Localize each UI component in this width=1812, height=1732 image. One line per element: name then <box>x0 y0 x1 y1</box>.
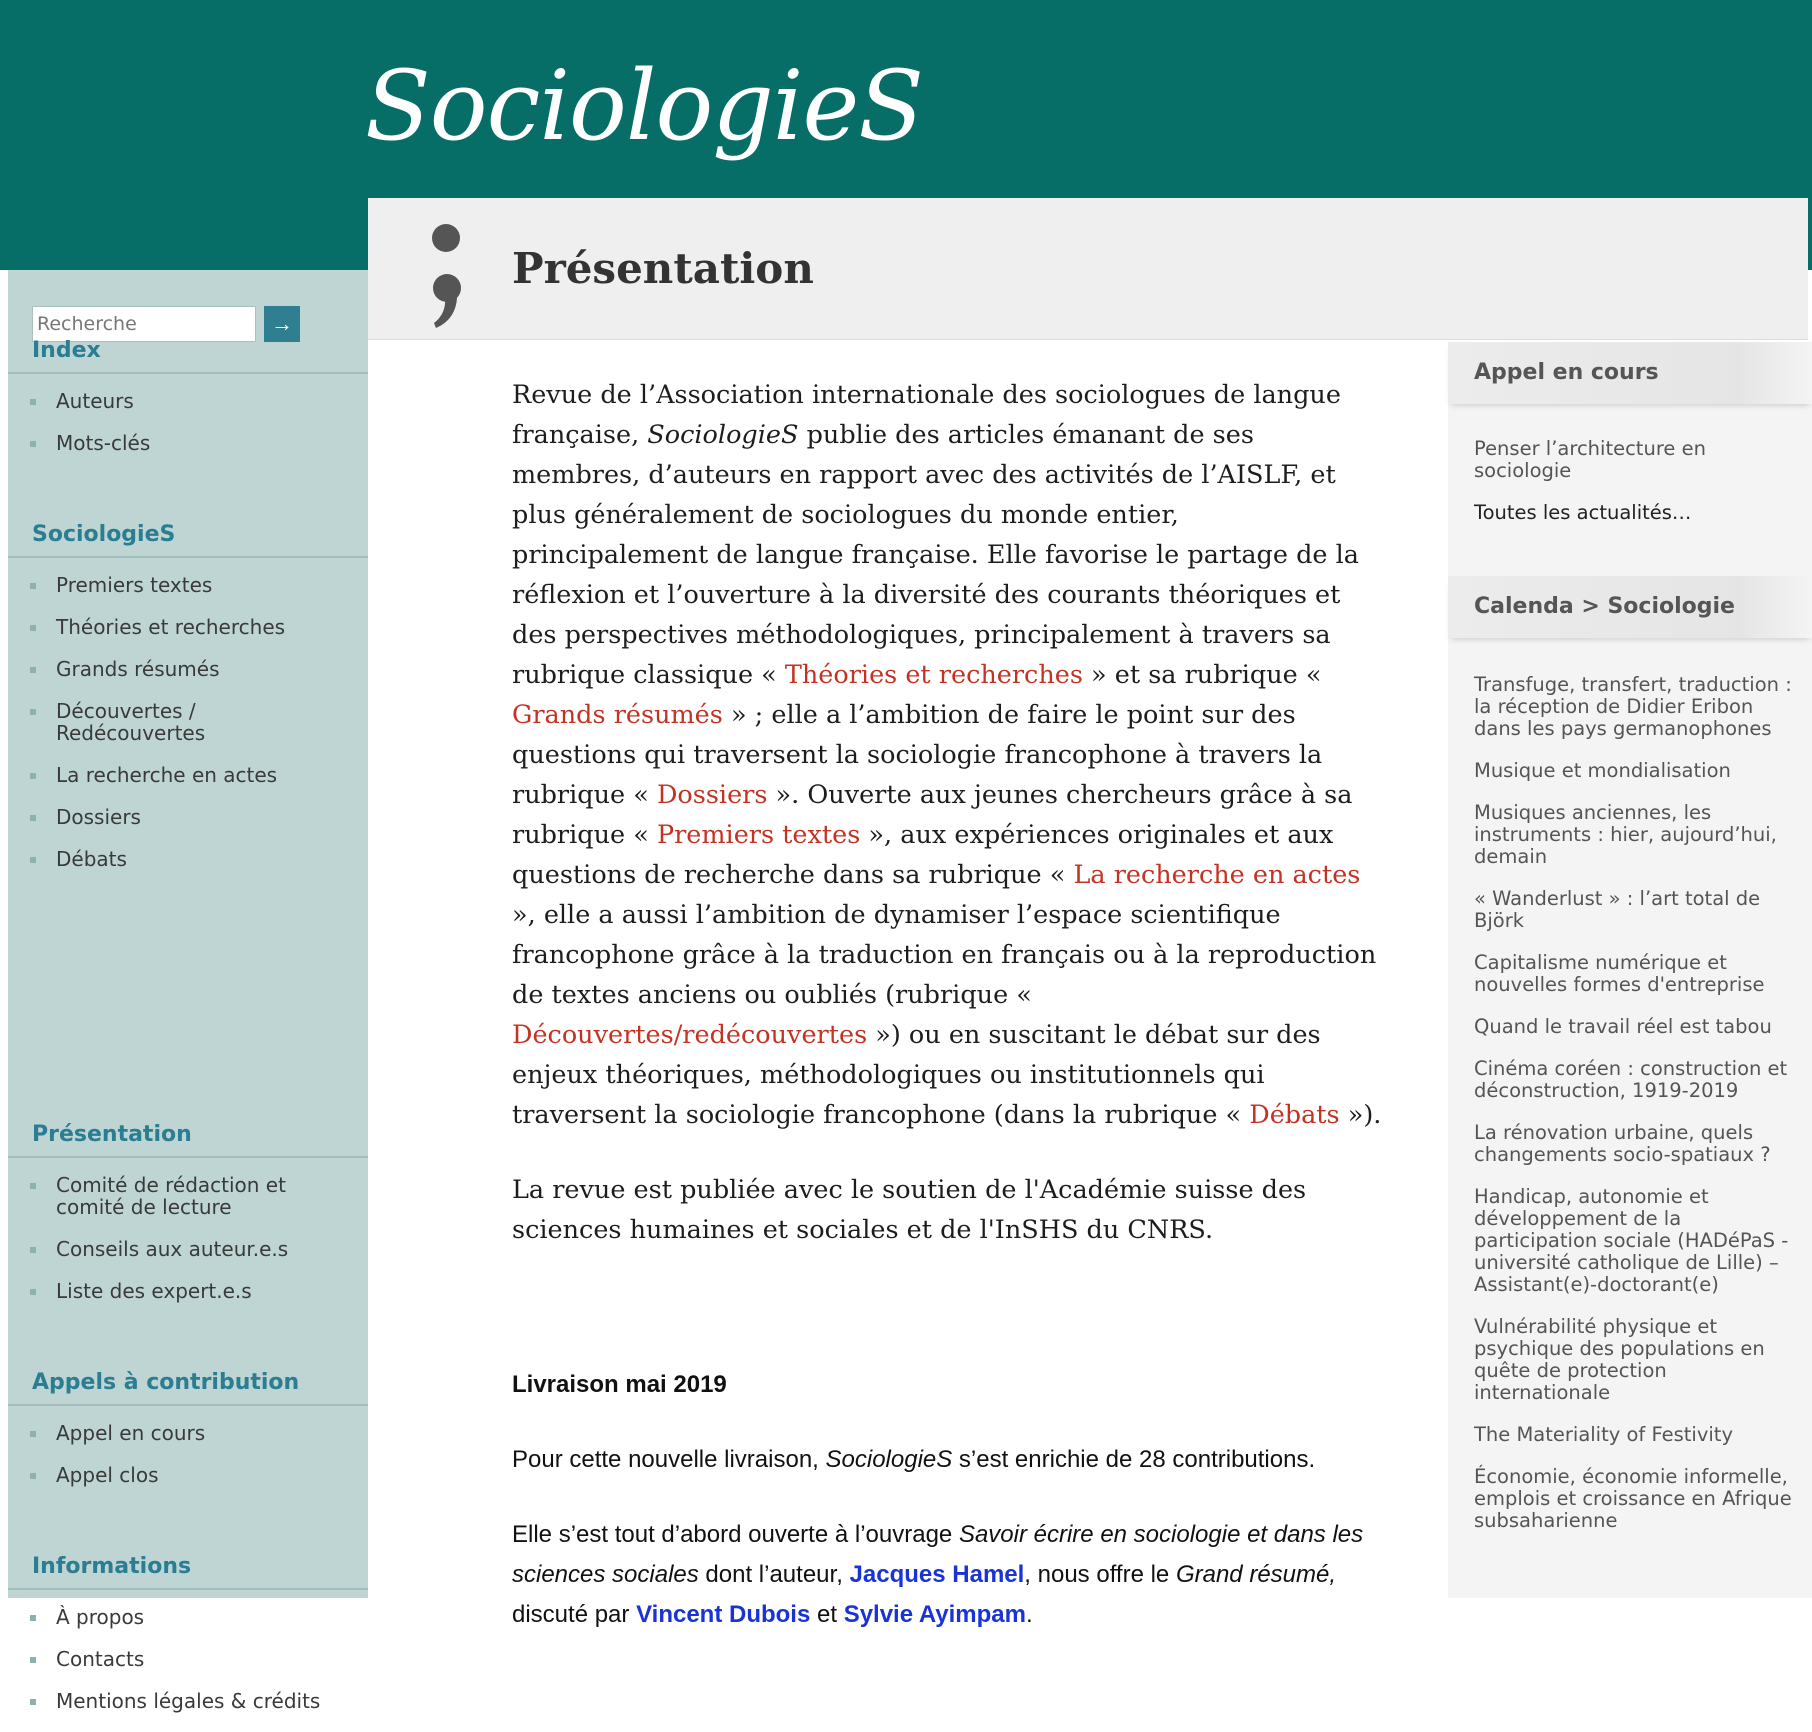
livraison-heading: Livraison mai 2019 <box>512 1371 727 1398</box>
sidebar-item-label: Débats <box>56 847 127 871</box>
sidebar-item-label: Comité de rédaction et comité de lecture <box>56 1173 286 1219</box>
sidebar-item-mots-cles[interactable] <box>8 432 368 454</box>
sidebar-heading-index[interactable]: Index <box>8 336 368 374</box>
nav-list <box>8 374 368 454</box>
livraison-text: . <box>1026 1601 1033 1628</box>
livraison-paragraph-1 <box>512 1440 1382 1480</box>
calenda-item[interactable]: Quand le travail réel est tabou <box>1474 1015 1772 1038</box>
main-content <box>512 375 1382 1635</box>
nav-list <box>8 1590 368 1712</box>
bullet-icon <box>30 625 36 631</box>
sidebar-heading-appels[interactable]: Appels à contribution <box>8 1368 368 1406</box>
sidebar-item-a-propos[interactable] <box>8 1606 368 1628</box>
bullet-icon <box>30 709 36 715</box>
page-heading-bar <box>368 198 1808 340</box>
sidebar-item-label: Découvertes / Redécouvertes <box>56 699 206 745</box>
appel-item[interactable]: Penser l’architecture en sociologie <box>1474 437 1706 482</box>
livraison-text: s’est enrichie de 28 contributions. <box>952 1446 1316 1473</box>
intro-text: » et sa rubrique « <box>1082 660 1322 690</box>
widget-title-appel: Appel en cours <box>1448 342 1812 404</box>
nav-list <box>8 1158 368 1302</box>
journal-name: SociologieS <box>825 1446 953 1473</box>
sidebar-item-label: Auteurs <box>56 389 134 413</box>
calenda-item[interactable]: Cinéma coréen : construction et déconstruction, 1919-2019 <box>1474 1057 1788 1102</box>
intro-text: publie des articles émanant de ses membres, d’auteurs en rapport avec des activités de l’AISLF, et plus généralement de sociologues du monde entier, principalement de langue française. Elle favorise le partage de la réflexion et l’ouverture à la diversité des courants théoriques et des perspectives méthodologiques, principalement à travers sa rubrique classique « <box>512 420 1359 690</box>
sidebar-item-auteurs[interactable] <box>8 390 368 412</box>
sidebar-item-appel-en-cours[interactable] <box>8 1422 368 1444</box>
sidebar-section-appels <box>8 1368 368 1506</box>
calenda-item[interactable]: La rénovation urbaine, quels changements socio-spatiaux ? <box>1474 1121 1771 1166</box>
calenda-item[interactable]: Économie, économie informelle, emplois et croissance en Afrique subsaharienne <box>1474 1465 1792 1532</box>
sidebar-heading-informations[interactable]: Informations <box>8 1552 368 1590</box>
sidebar-item-label: Théories et recherches <box>56 615 286 639</box>
nav-list <box>8 1406 368 1486</box>
journal-name: SociologieS <box>647 420 799 450</box>
sidebar <box>8 270 368 1713</box>
sidebar-item-label: Conseils aux auteur.e.s <box>56 1237 289 1261</box>
calenda-item[interactable]: Musiques anciennes, les instruments : hier, aujourd’hui, demain <box>1474 801 1777 868</box>
sidebar-item-label: Mentions légales & crédits <box>56 1689 321 1713</box>
site-title[interactable]: SociologieS <box>365 50 924 162</box>
book-title: Savoir écrire en sociologie et dans les sciences sociales <box>512 1521 1364 1588</box>
bullet-icon <box>30 773 36 779</box>
sidebar-item-experts[interactable] <box>8 1280 368 1302</box>
intro-text: ») ou en suscitant le débat sur des enjeux théoriques, méthodologiques ou institutionnels qui traversent la sociologie francophone (dans la rubrique « <box>512 1020 1321 1130</box>
author-link-jacques-hamel[interactable]: Jacques Hamel <box>849 1561 1025 1588</box>
sidebar-item-label: Liste des expert.e.s <box>56 1279 252 1303</box>
bullet-icon <box>30 1183 36 1189</box>
bullet-icon <box>30 857 36 863</box>
sidebar-item-label: Contacts <box>56 1647 145 1671</box>
sidebar-heading-presentation[interactable]: Présentation <box>8 1120 368 1158</box>
link-recherche-en-actes[interactable]: La recherche en actes <box>1073 860 1361 890</box>
calenda-item[interactable]: Vulnérabilité physique et psychique des populations en quête de protection internationale <box>1474 1315 1765 1404</box>
sidebar-item-conseils[interactable] <box>8 1238 368 1260</box>
sidebar-item-decouvertes[interactable] <box>8 700 368 744</box>
sidebar-item-mentions[interactable] <box>8 1690 368 1712</box>
link-decouvertes[interactable]: Découvertes/redécouvertes <box>512 1020 868 1050</box>
author-link-sylvie-ayimpam[interactable]: Sylvie Ayimpam <box>843 1601 1026 1628</box>
sidebar-section-index <box>8 336 368 474</box>
sidebar-item-contacts[interactable] <box>8 1648 368 1670</box>
livraison-text: Pour cette nouvelle livraison, <box>512 1446 826 1473</box>
intro-text: » ; elle a l’ambition de faire le point sur des questions qui traversent la sociologie francophone à travers la rubrique « <box>512 700 1323 810</box>
bullet-icon <box>30 667 36 673</box>
bullet-icon <box>30 441 36 447</box>
sidebar-section-presentation <box>8 1120 368 1322</box>
support-paragraph: La revue est publiée avec le soutien de l'Académie suisse des sciences humaines et sociales et de l'InSHS du CNRS. <box>512 1175 1307 1245</box>
sidebar-item-comite[interactable] <box>8 1174 368 1218</box>
calenda-item[interactable]: « Wanderlust » : l’art total de Björk <box>1474 887 1761 932</box>
sidebar-item-appel-clos[interactable] <box>8 1464 368 1486</box>
bullet-icon <box>30 815 36 821</box>
sidebar-item-theories[interactable] <box>8 616 368 638</box>
calenda-item[interactable]: Capitalisme numérique et nouvelles formes d'entreprise <box>1474 951 1765 996</box>
calenda-item[interactable]: Musique et mondialisation <box>1474 759 1731 782</box>
calenda-item[interactable]: Transfuge, transfert, traduction : la réception de Didier Eribon dans les pays germanophones <box>1474 673 1792 740</box>
sidebar-item-label: À propos <box>56 1605 145 1629</box>
livraison-paragraph-2 <box>512 1515 1382 1635</box>
nav-list <box>8 558 368 870</box>
sidebar-item-label: Mots-clés <box>56 431 151 455</box>
intro-text: », elle a aussi l’ambition de dynamiser l’espace scientifique francophone grâce à la traduction en français ou à la reproduction de textes anciens ou oubliés (rubrique « <box>512 900 1377 1010</box>
bullet-icon <box>30 1247 36 1253</box>
livraison-text: Elle s’est tout d’abord ouverte à l’ouvrage <box>512 1521 959 1548</box>
link-dossiers[interactable]: Dossiers <box>656 780 768 810</box>
link-theories-et-recherches[interactable]: Théories et recherches <box>784 660 1083 690</box>
bullet-icon <box>30 399 36 405</box>
sidebar-item-premiers-textes[interactable] <box>8 574 368 596</box>
intro-text: Revue de l’Association internationale des sociologues de langue française, <box>512 380 1341 450</box>
link-debats[interactable]: Débats <box>1249 1100 1340 1130</box>
bullet-icon <box>30 1615 36 1621</box>
right-sidebar <box>1448 342 1812 1598</box>
sidebar-item-label: Appel en cours <box>56 1421 206 1445</box>
link-premiers-textes[interactable]: Premiers textes <box>656 820 861 850</box>
sidebar-item-dossiers[interactable] <box>8 806 368 828</box>
bullet-icon <box>30 1473 36 1479</box>
page-title: Présentation <box>512 244 814 293</box>
livraison-text: , nous offre le <box>1024 1561 1176 1588</box>
sidebar-item-label: Dossiers <box>56 805 141 829</box>
calenda-item[interactable]: Handicap, autonomie et développement de la participation sociale (HADéPaS - université catholique de Lille) – Assistant(e)-doctorant(e) <box>1474 1185 1789 1296</box>
sidebar-item-label: Premiers textes <box>56 573 213 597</box>
livraison-text: discuté par <box>512 1601 637 1628</box>
calenda-item[interactable]: The Materiality of Festivity <box>1474 1423 1733 1446</box>
author-link-vincent-dubois[interactable]: Vincent Dubois <box>636 1601 811 1628</box>
calenda-list <box>1474 674 1792 1552</box>
semicolon-icon <box>426 220 466 330</box>
bullet-icon <box>30 583 36 589</box>
sidebar-item-label: Grands résumés <box>56 657 220 681</box>
sidebar-item-grands-resumes[interactable] <box>8 658 368 680</box>
sidebar-heading-sociologies[interactable]: SociologieS <box>8 520 368 558</box>
widget-title-calenda[interactable]: Calenda > Sociologie <box>1448 576 1812 638</box>
all-news-link[interactable]: Toutes les actualités… <box>1474 501 1692 524</box>
bullet-icon <box>30 1657 36 1663</box>
arrow-right-icon: → <box>271 311 293 336</box>
livraison-text: et <box>810 1601 844 1628</box>
sidebar-section-sociologies <box>8 520 368 890</box>
intro-text: ». Ouverte aux jeunes chercheurs grâce à sa rubrique « <box>512 780 1353 850</box>
appel-list <box>1474 438 1792 544</box>
livraison-text: dont l’auteur, <box>698 1561 850 1588</box>
sidebar-item-label: Appel clos <box>56 1463 159 1487</box>
grand-resume-label: Grand résumé, <box>1175 1561 1337 1588</box>
bullet-icon <box>30 1431 36 1437</box>
bullet-icon <box>30 1289 36 1295</box>
sidebar-section-informations <box>8 1552 368 1732</box>
link-grands-resumes[interactable]: Grands résumés <box>512 700 723 730</box>
sidebar-item-recherche-en-actes[interactable] <box>8 764 368 786</box>
intro-text: », aux expériences originales et aux questions de recherche dans sa rubrique « <box>512 820 1334 890</box>
sidebar-item-debats[interactable] <box>8 848 368 870</box>
intro-text: »). <box>1339 1100 1382 1130</box>
intro-paragraph <box>512 375 1382 1135</box>
bullet-icon <box>30 1699 36 1705</box>
sidebar-item-label: La recherche en actes <box>56 763 278 787</box>
